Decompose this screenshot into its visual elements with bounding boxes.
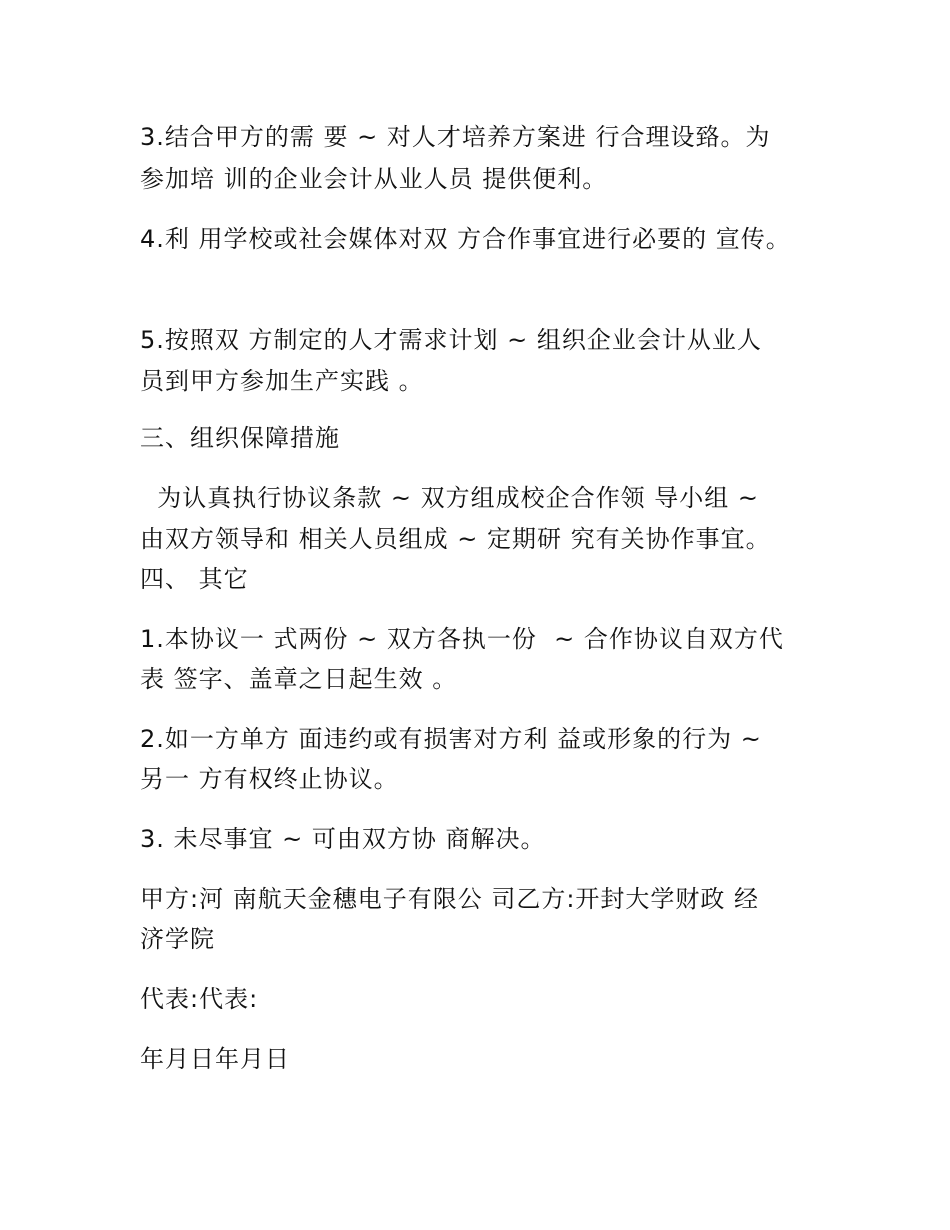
text-line: 表 签字、盖章之日起生效 。 [140,665,458,693]
representatives: 代表:代表: [140,985,259,1013]
signature-dates: 年月日年月日 [140,1045,290,1073]
text-line: 由双方领导和 相关人员组成 ~ 定期研 究有关协作事宜。 [140,525,771,553]
text-line: 5.按照双 方制定的人才需求计划 ~ 组织企业会计从业人 [140,326,762,354]
signature-parties: 甲方:河 南航天金穗电子有限公 司乙方:开封大学财政 经 [140,885,760,913]
text-line: 参加培 训的企业会计从业人员 提供便利。 [140,165,608,193]
section-heading: 四、 其它 [140,565,249,593]
text-line: 2.如一方单方 面违约或有损害对方利 益或形象的行为 ~ [140,725,762,753]
text-line: 3.结合甲方的需 要 ~ 对人才培养方案进 行合理设臵。为 [140,123,771,151]
text-line: 4.利 用学校或社会媒体对双 方合作事宜进行必要的 宣传。 [140,225,791,253]
signature-parties-cont: 济学院 [140,925,215,953]
text-line: 为认真执行协议条款 ~ 双方组成校企合作领 导小组 ~ [140,484,759,512]
text-line: 另一 方有权终止协议。 [140,765,399,793]
section-heading: 三、组织保障措施 [140,424,340,452]
text-line: 1.本协议一 式两份 ~ 双方各执一份 ~ 合作协议自双方代 [140,625,784,653]
text-line: 员到甲方参加生产实践 。 [140,367,424,395]
text-line: 3. 未尽事宜 ~ 可由双方协 商解决。 [140,825,546,853]
